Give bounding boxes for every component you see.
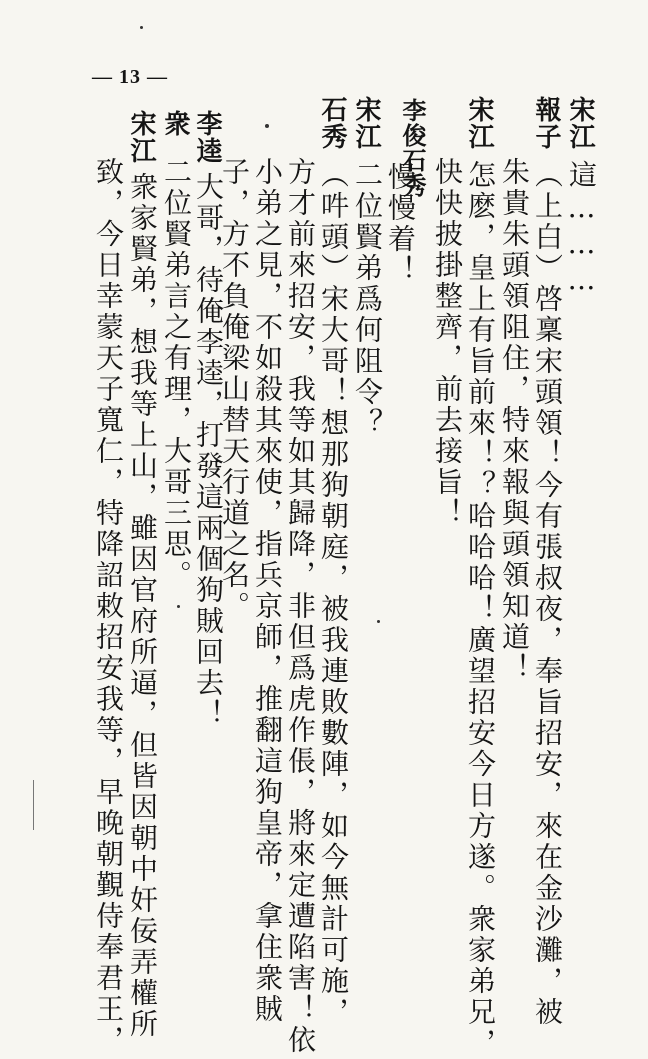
dialogue-line: 致，今日幸蒙天子寬仁，特降詔敕招安我等，早晚朝覲侍奉君王， — [92, 157, 125, 1056]
dialogue-line: 二位賢弟爲何阻令？ — [351, 160, 384, 439]
speaker-label: 宋江 — [351, 96, 381, 150]
dialogue-line: 小弟之見，不如殺其來使，指兵京師，推翻這狗皇帝，拿住衆賊 — [251, 157, 284, 1025]
dialogue-line: 朱貴朱頭領阻住，特來報與頭領知道！ — [498, 157, 531, 684]
speaker-label: 衆 — [160, 110, 190, 137]
dialogue-line: 方才前來招安，我等如其歸降，非但爲虎作倀，將來定遭陷害！依 — [284, 157, 317, 1056]
dialogue-line: 這……… — [565, 160, 598, 299]
ink-speck — [177, 605, 180, 608]
margin-line — [33, 780, 34, 830]
dialogue-line: （吽頭）宋大哥！想那狗朝庭，被我連敗數陣，如今無計可施， — [317, 160, 350, 1028]
ink-speck — [140, 26, 143, 29]
page-number: — 13 — — [92, 66, 168, 88]
ink-speck — [377, 620, 380, 623]
speaker-label: 李俊石秀 — [398, 98, 427, 198]
dialogue-line: 快快披掛整齊，前去接旨！ — [431, 157, 464, 529]
ink-speck — [265, 124, 269, 128]
speaker-label: 報子 — [531, 96, 561, 150]
speaker-label: 石秀 — [317, 96, 347, 150]
speaker-label: 宋江 — [126, 110, 156, 164]
dialogue-line: 二位賢弟言之有理，大哥三思。 — [160, 157, 193, 591]
speaker-label: 宋江 — [565, 96, 595, 150]
dialogue-line: （上白）啓稟宋頭領！今有張叔夜，奉旨招安，來在金沙灘，被 — [531, 160, 564, 1028]
dialogue-line: 大哥，待俺李逵，打發這兩個狗賊回去！ — [192, 172, 225, 730]
speaker-label: 宋江 — [464, 96, 494, 150]
speaker-label: 李逵 — [192, 110, 222, 164]
dialogue-line: 怎麽，皇上有旨前來！？哈哈哈！廣望招安今日方遂。衆家弟兄， — [464, 160, 497, 1059]
dialogue-line: 子，方不負俺梁山替天行道之名。 — [218, 157, 251, 622]
dialogue-line: 慢慢着！ — [384, 162, 417, 286]
dialogue-line: 衆家賢弟，想我等上山，雖因官府所逼，但皆因朝中奸佞弄權所 — [126, 172, 159, 1040]
